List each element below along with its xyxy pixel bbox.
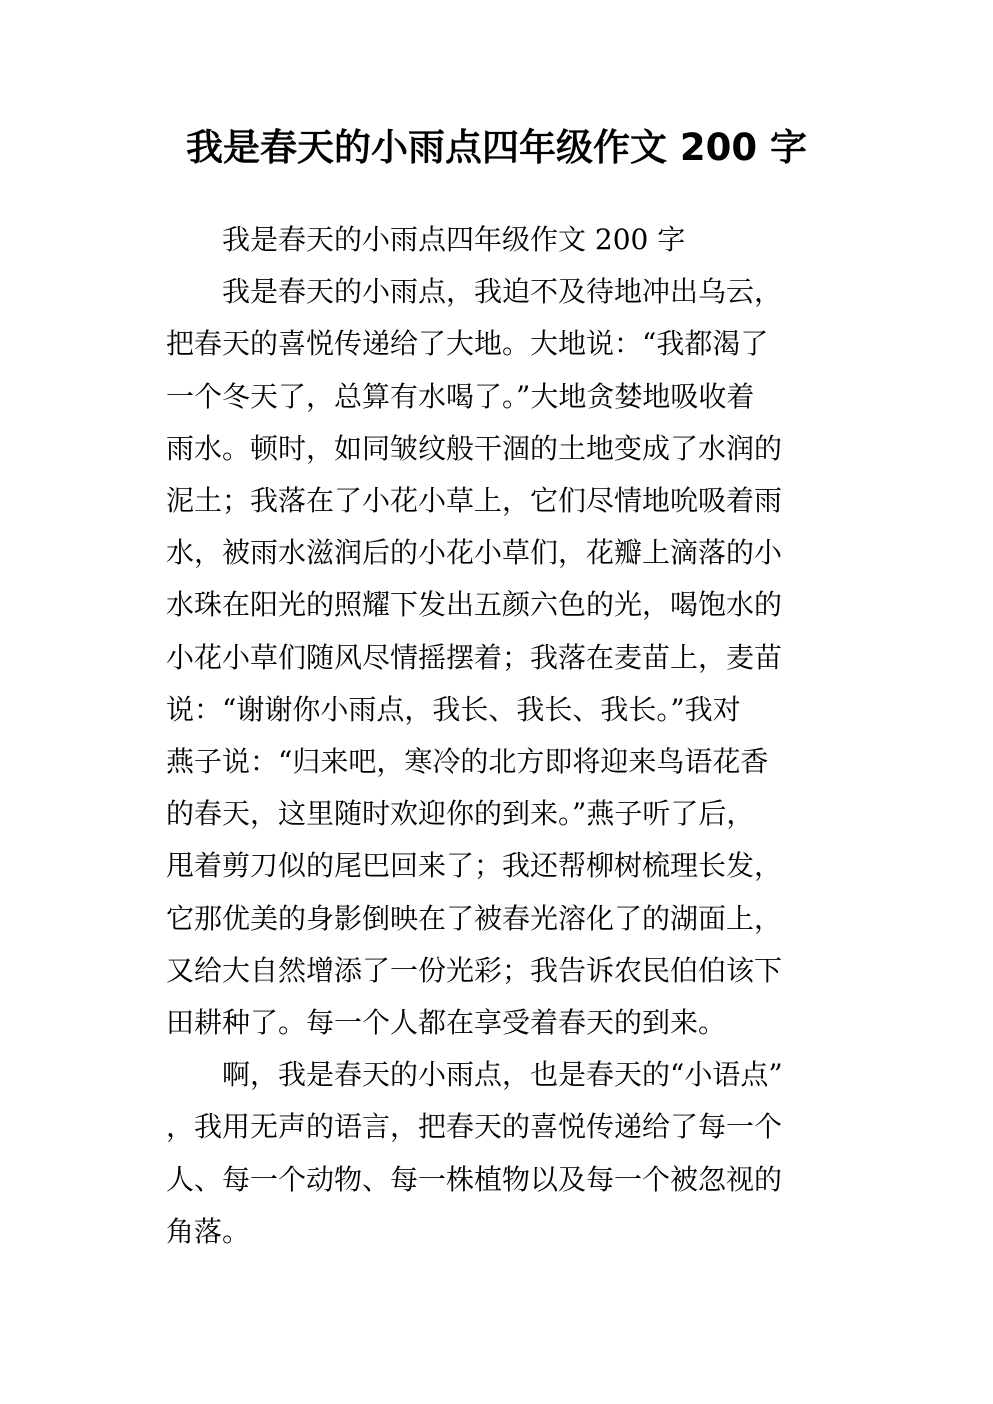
text-line: 人、每一个动物、每一株植物以及每一个被忽视的: [166, 1162, 783, 1196]
text-line: 一个冬天了，总算有水喝了。”大地贪婪地吸收着: [166, 379, 755, 413]
document-title: 我是春天的小雨点四年级作文 200 字: [186, 126, 807, 169]
text-line: 小花小草们随风尽情摇摆着；我落在麦苗上，麦苗: [166, 640, 783, 674]
text-line: 它那优美的身影倒映在了被春光溶化了的湖面上，: [166, 901, 783, 935]
text-line: ，我用无声的语言，把春天的喜悦传递给了每一个: [166, 1110, 783, 1144]
text-line: 燕子说：“归来吧，寒冷的北方即将迎来鸟语花香: [166, 745, 769, 779]
text-line: 说：“谢谢你小雨点，我长、我长、我长。”我对: [166, 692, 741, 726]
text-line: 水，被雨水滋润后的小花小草们，花瓣上滴落的小: [166, 536, 783, 570]
text-line: 我是春天的小雨点，我迫不及待地冲出乌云，: [222, 275, 783, 309]
text-line: 甩着剪刀似的尾巴回来了；我还帮柳树梳理长发，: [166, 849, 783, 883]
text-line: 角落。: [166, 1214, 251, 1248]
paragraph-main: [166, 266, 838, 1049]
text-line: 田耕种了。每一个人都在享受着春天的到来。: [166, 1006, 727, 1040]
document-body: [166, 214, 838, 1258]
text-line: 又给大自然增添了一份光彩；我告诉农民伯伯该下: [166, 953, 783, 987]
paragraph-closing: [166, 1049, 838, 1258]
text-line: 水珠在阳光的照耀下发出五颜六色的光，喝饱水的: [166, 588, 783, 622]
text-line: 雨水。顿时，如同皱纹般干涸的土地变成了水润的: [166, 431, 783, 465]
text-line: 的春天，这里随时欢迎你的到来。”燕子听了后，: [166, 797, 755, 831]
text-line: 我是春天的小雨点四年级作文 200 字: [222, 223, 686, 256]
text-line: 泥土；我落在了小花小草上，它们尽情地吮吸着雨: [166, 484, 783, 518]
text-line: 啊，我是春天的小雨点，也是春天的“小语点”: [222, 1058, 783, 1092]
paragraph-heading-repeat: [166, 214, 838, 266]
text-line: 把春天的喜悦传递给了大地。大地说：“我都渴了: [166, 327, 769, 361]
